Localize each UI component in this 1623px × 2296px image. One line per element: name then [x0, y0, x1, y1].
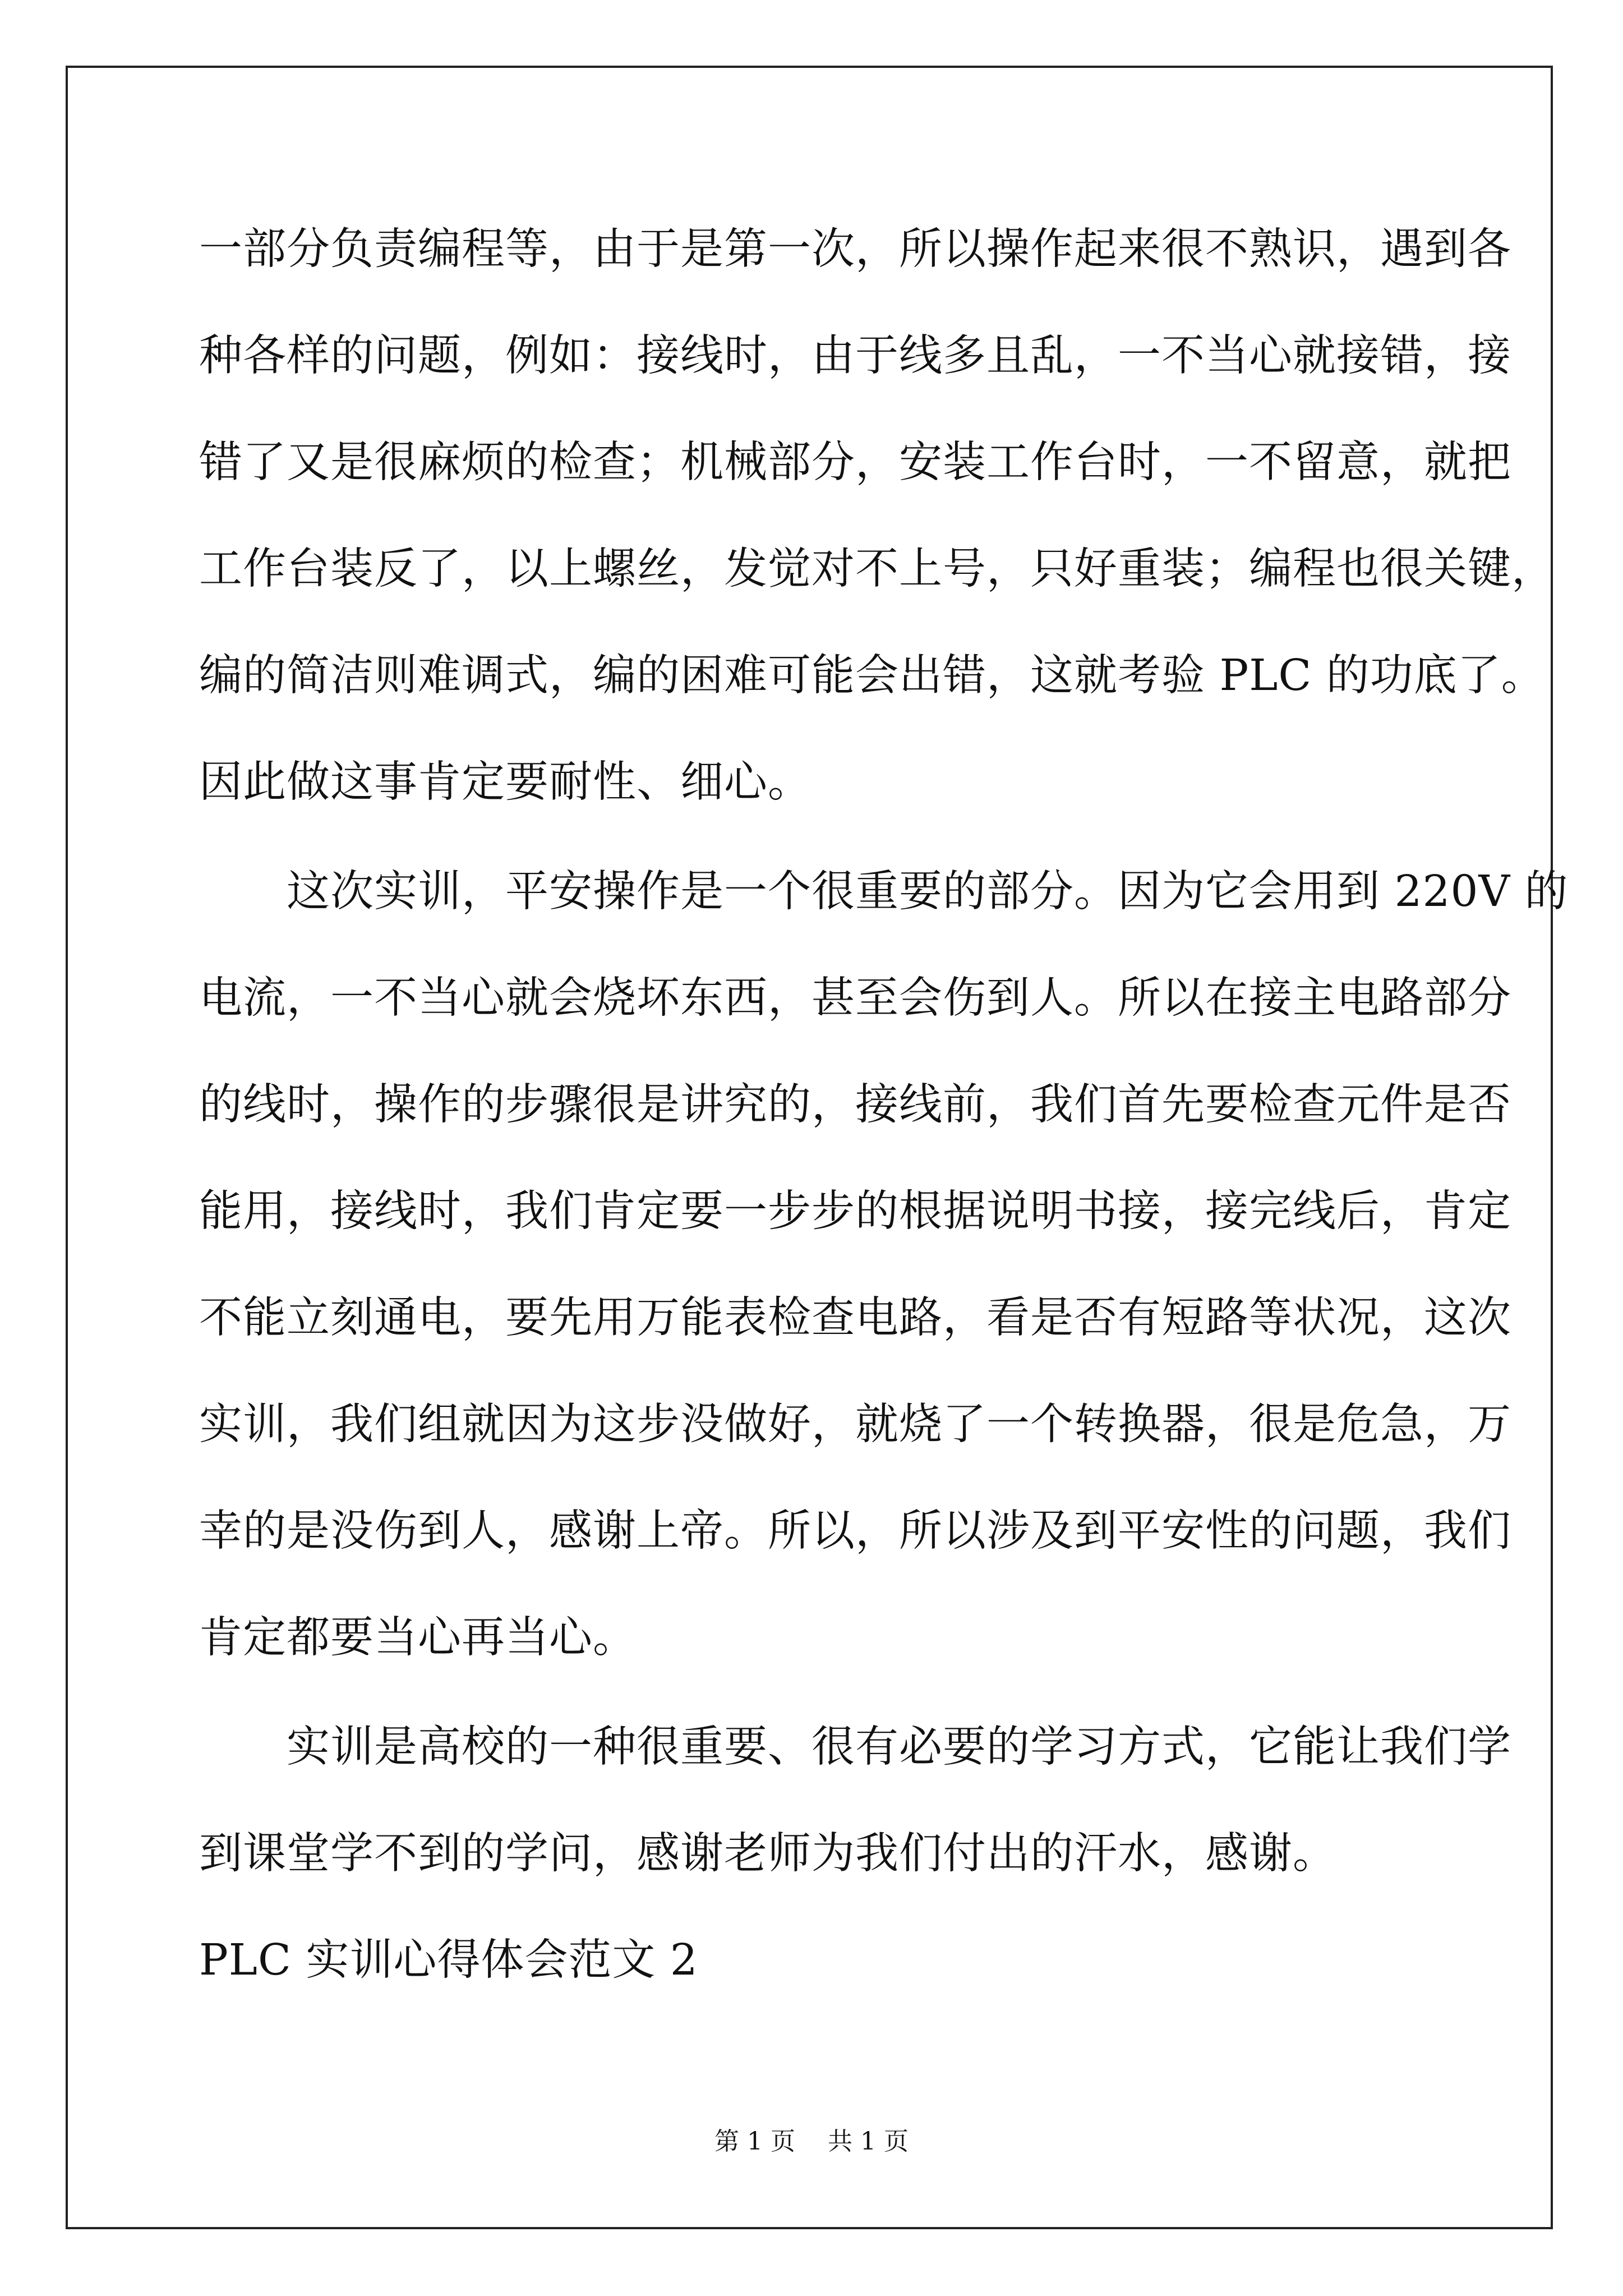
- page-footer: 第 1 页 共 1 页: [714, 2127, 909, 2156]
- section-heading: PLC 实训心得体会范文 2: [199, 1935, 698, 1985]
- text-line: 因此做这事肯定要耐性、细心。: [199, 757, 811, 807]
- text-line: 不能立刻通电，要先用万能表检查电路，看是否有短路等状况，这次: [199, 1293, 1511, 1343]
- text-line: 种各样的问题，例如：接线时，由于线多且乱，一不当心就接错，接: [199, 331, 1511, 381]
- text-line: 的线时，操作的步骤很是讲究的，接线前，我们首先要检查元件是否: [199, 1080, 1511, 1130]
- text-line: 能用，接线时，我们肯定要一步步的根据说明书接，接完线后，肯定: [199, 1186, 1511, 1236]
- text-line: 电流，一不当心就会烧坏东西，甚至会伤到人。所以在接主电路部分: [199, 973, 1511, 1023]
- text-line: 错了又是很麻烦的检查；机械部分，安装工作台时，一不留意，就把: [199, 438, 1511, 487]
- text-line: 到课堂学不到的学问，感谢老师为我们付出的汗水，感谢。: [199, 1829, 1336, 1879]
- text-line: 实训，我们组就因为这步没做好，就烧了一个转换器，很是危急，万: [199, 1400, 1511, 1450]
- text-line: 肯定都要当心再当心。: [199, 1613, 637, 1663]
- text-line: 工作台装反了，以上螺丝，发觉对不上号，只好重装；编程也很关键，: [199, 544, 1555, 594]
- paragraph-start-line: 实训是高校的一种很重要、很有必要的学习方式，它能让我们学: [199, 1722, 1511, 1772]
- text-line: 一部分负责编程等，由于是第一次，所以操作起来很不熟识，遇到各: [199, 224, 1511, 274]
- text-line: 编的简洁则难调式，编的困难可能会出错，这就考验 PLC 的功底了。: [199, 651, 1545, 701]
- text-line: 幸的是没伤到人，感谢上帝。所以，所以涉及到平安性的问题，我们: [199, 1506, 1511, 1556]
- paragraph-start-line: 这次实训，平安操作是一个很重要的部分。因为它会用到 220V 的: [199, 867, 1569, 917]
